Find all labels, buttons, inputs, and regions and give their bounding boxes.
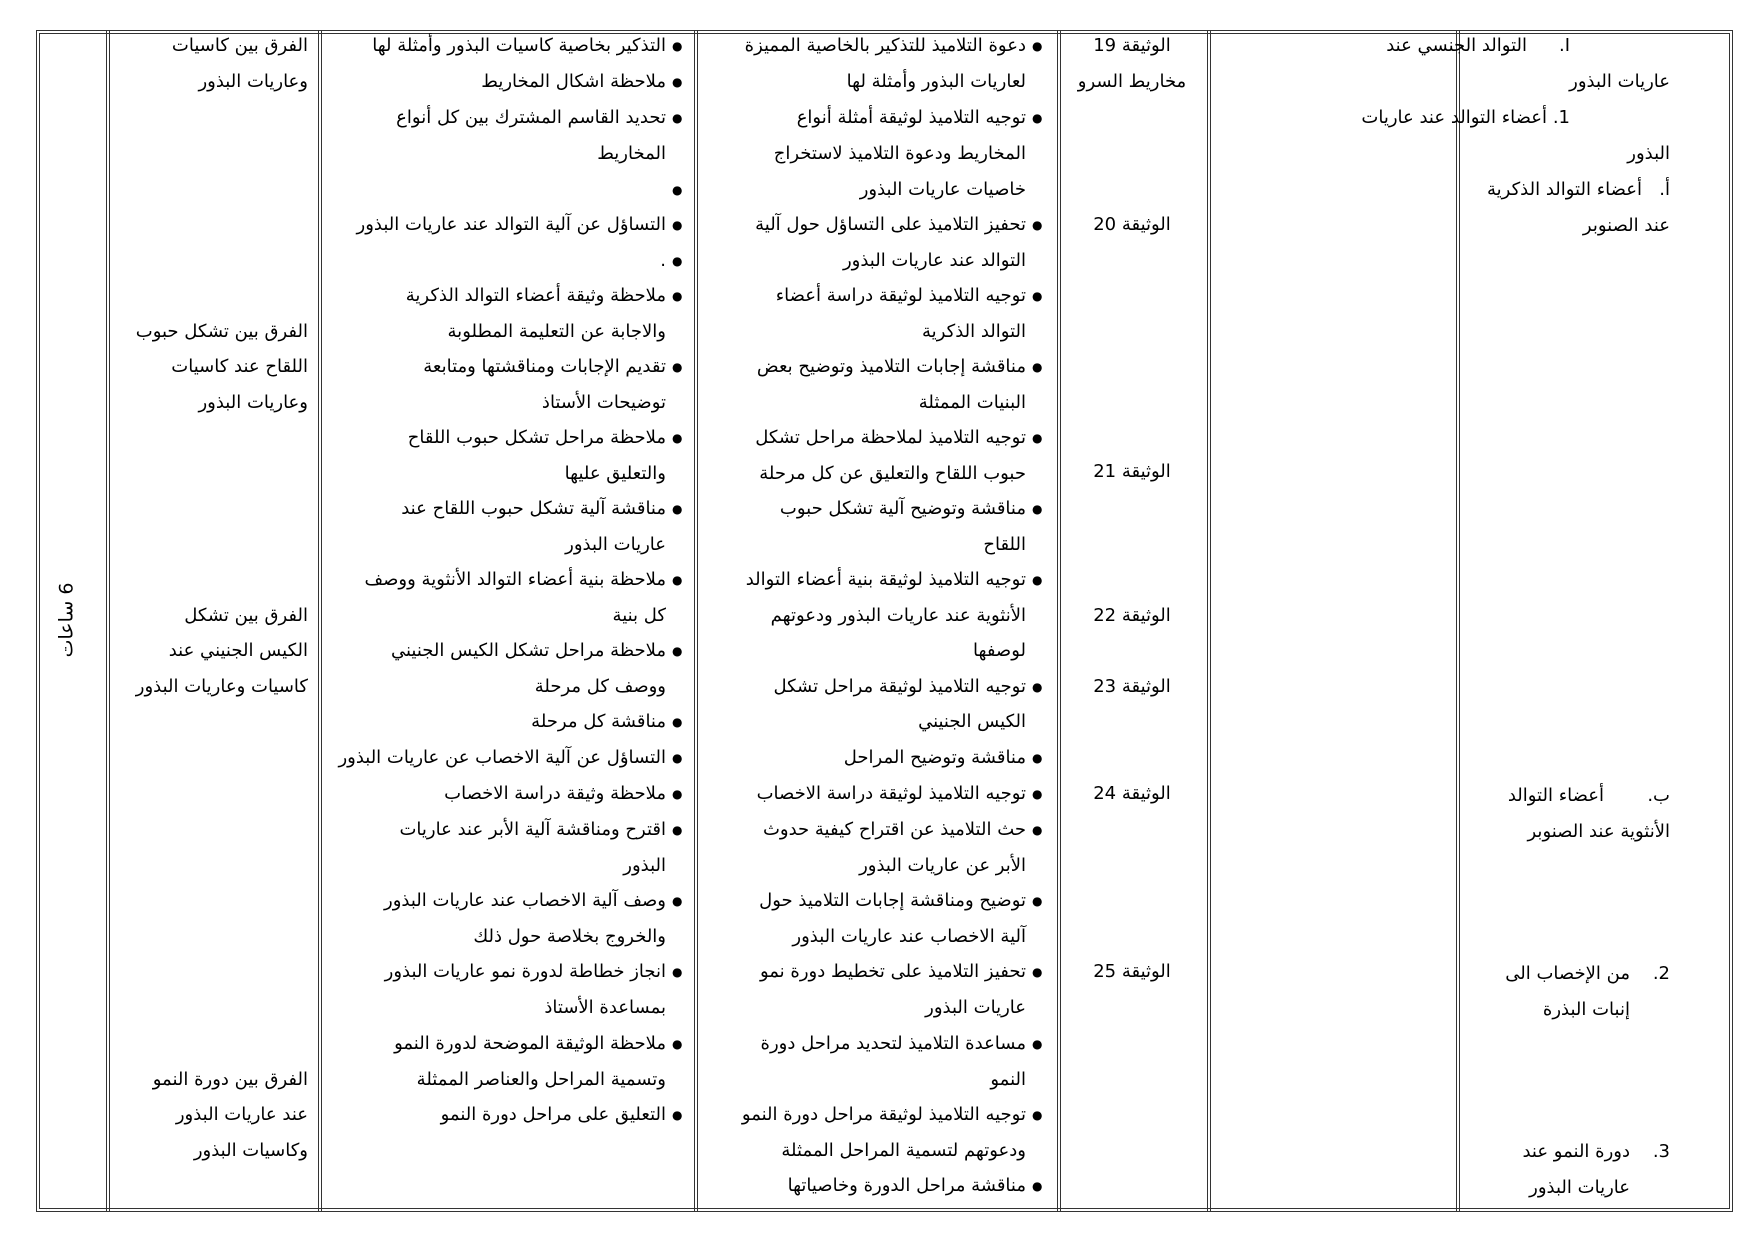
duration-text: 6 ساعات — [55, 582, 78, 658]
student-line: ملاحظة وثيقة أعضاء التوالد الذكرية — [405, 285, 666, 306]
document-ref: مخاريط السرو — [1077, 71, 1187, 92]
bullet: ● — [1032, 431, 1043, 445]
comparison-line: الفرق بين دورة النمو — [152, 1069, 308, 1090]
numbering-2: 2. — [1652, 963, 1670, 984]
column-divider — [694, 30, 698, 1212]
teacher-line: الأنثوية عند عاريات البذور ودعوتهم — [770, 605, 1026, 626]
numbering-3: 3. — [1652, 1141, 1670, 1162]
teacher-line: مناقشة مراحل الدورة وخاصياتها — [787, 1175, 1026, 1196]
student-line: التساؤل عن آلية التوالد عند عاريات البذور — [356, 214, 666, 235]
document-ref: الوثيقة 20 — [1093, 214, 1171, 235]
content-line: عاريات البذور — [1569, 71, 1670, 92]
content-line: عاريات البذور — [1529, 1177, 1630, 1198]
comparison-line: وكاسيات البذور — [193, 1140, 308, 1161]
teacher-line: مساعدة التلاميذ لتحديد مراحل دورة — [760, 1033, 1026, 1054]
document-ref: الوثيقة 21 — [1093, 461, 1171, 482]
teacher-line: توجيه التلاميذ لملاحظة مراحل تشكل — [755, 427, 1026, 448]
teacher-line: توجيه التلاميذ لوثيقة أمثلة أنواع — [796, 107, 1026, 128]
document-ref: الوثيقة 23 — [1093, 676, 1171, 697]
teacher-line: الكيس الجنيني — [918, 711, 1026, 732]
bullet: ● — [672, 573, 683, 587]
bullet: ● — [1032, 502, 1043, 516]
student-line: اقترح ومناقشة آلية الأبر عند عاريات — [399, 819, 666, 840]
comparison-line: الفرق بين كاسيات — [171, 35, 308, 56]
student-line: تقديم الإجابات ومناقشتها ومتابعة — [423, 356, 666, 377]
bullet: ● — [1032, 1108, 1043, 1122]
teacher-line: النمو — [990, 1069, 1026, 1090]
column-divider — [106, 30, 110, 1212]
teacher-line: توجيه التلاميذ لوثيقة دراسة الاخصاب — [756, 783, 1026, 804]
teacher-line: التوالد عند عاريات البذور — [842, 250, 1026, 271]
teacher-line: توجيه التلاميذ لوثيقة مراحل دورة النمو — [741, 1104, 1026, 1125]
bullet: ● — [1032, 823, 1043, 837]
teacher-line: مناقشة وتوضيح المراحل — [843, 747, 1026, 768]
student-line: ملاحظة مراحل تشكل الكيس الجنيني — [391, 640, 666, 661]
comparison-line: وعاريات البذور — [198, 392, 308, 413]
teacher-line: عاريات البذور — [925, 997, 1026, 1018]
content-line: البذور — [1627, 143, 1670, 164]
student-line: والتعليق عليها — [564, 463, 666, 484]
teacher-line: التوالد الذكرية — [922, 321, 1026, 342]
bullet: ● — [672, 75, 683, 89]
comparison-line: عند عاريات البذور — [175, 1104, 308, 1125]
bullet: ● — [1032, 1037, 1043, 1051]
student-line: ملاحظة وثيقة دراسة الاخصاب — [444, 783, 666, 804]
student-line: البذور — [623, 855, 666, 876]
student-line: والخروج بخلاصة حول ذلك — [473, 926, 666, 947]
teacher-line: لوصفها — [973, 640, 1026, 661]
bullet: ● — [1032, 751, 1043, 765]
student-line: ملاحظة اشكال المخاريط — [481, 71, 666, 92]
document-ref: الوثيقة 25 — [1093, 961, 1171, 982]
student-line: بمساعدة الأستاذ — [544, 997, 666, 1018]
bullet: ● — [672, 1037, 683, 1051]
bullet: ● — [672, 644, 683, 658]
numbering-1: 1. — [1552, 107, 1570, 128]
bullet: ● — [672, 360, 683, 374]
student-line: وتسمية المراحل والعناصر الممثلة — [416, 1069, 666, 1090]
teacher-line: الأبر عن عاريات البذور — [859, 855, 1026, 876]
student-line: تحديد القاسم المشترك بين كل أنواع — [396, 107, 666, 128]
bullet: ● — [1032, 787, 1043, 801]
document-ref: الوثيقة 19 — [1093, 35, 1171, 56]
bullet: ● — [1032, 289, 1043, 303]
student-line: وصف آلية الاخصاب عند عاريات البذور — [384, 890, 666, 911]
content-line: أعضاء التوالد — [1507, 785, 1604, 806]
content-line: من الإخصاب الى — [1505, 963, 1630, 984]
content-line: أعضاء التوالد الذكرية — [1487, 179, 1642, 200]
bullet: ● — [1032, 894, 1043, 908]
bullet: ● — [672, 715, 683, 729]
teacher-line: المخاريط ودعوة التلاميذ لاستخراج — [773, 143, 1026, 164]
document-ref: الوثيقة 24 — [1093, 783, 1171, 804]
bullet: ● — [1032, 573, 1043, 587]
bullet: ● — [672, 823, 683, 837]
student-line: كل بنية — [612, 605, 666, 626]
student-line: ملاحظة مراحل تشكل حبوب اللقاح — [407, 427, 666, 448]
student-line: ملاحظة الوثيقة الموضحة لدورة النمو — [394, 1033, 666, 1054]
student-line: انجاز خطاطة لدورة نمو عاريات البذور — [384, 961, 666, 982]
numbering-b: ب. — [1647, 785, 1670, 806]
content-line: أعضاء التوالد عند عاريات — [1361, 107, 1547, 128]
student-line: توضيحات الأستاذ — [541, 392, 666, 413]
bullet: ● — [1032, 218, 1043, 232]
teacher-line: خاصيات عاريات البذور — [859, 179, 1026, 200]
duration-cell — [46, 540, 86, 700]
content-line: التوالد الجنسي عند — [1386, 35, 1527, 56]
bullet: ● — [672, 787, 683, 801]
bullet: ● — [1032, 360, 1043, 374]
student-line: مناقشة آلية تشكل حبوب اللقاح عند — [401, 498, 666, 519]
bullet: ● — [672, 218, 683, 232]
bullet: ● — [672, 894, 683, 908]
bullet: ● — [672, 1108, 683, 1122]
bullet: ● — [1032, 39, 1043, 53]
student-line: ووصف كل مرحلة — [534, 676, 666, 697]
student-line: . — [660, 250, 666, 271]
comparison-line: الفرق بين تشكل — [184, 605, 308, 626]
teacher-line: حث التلاميذ عن اقتراح كيفية حدوث — [762, 819, 1026, 840]
bullet: ● — [1032, 680, 1043, 694]
bullet: ● — [1032, 1179, 1043, 1193]
bullet: ● — [672, 111, 683, 125]
teacher-line: ودعوتهم لتسمية المراحل الممثلة — [781, 1140, 1026, 1161]
teacher-line: توجيه التلاميذ لوثيقة دراسة أعضاء — [775, 285, 1026, 306]
student-line: التعليق على مراحل دورة النمو — [440, 1104, 666, 1125]
bullet: ● — [672, 751, 683, 765]
document-ref: الوثيقة 22 — [1093, 605, 1171, 626]
content-line: إنبات البذرة — [1542, 999, 1630, 1020]
teacher-line: البنيات الممثلة — [918, 392, 1026, 413]
bullet: ● — [672, 39, 683, 53]
teacher-line: آلية الاخصاب عند عاريات البذور — [792, 926, 1026, 947]
bullet: ● — [672, 183, 683, 197]
teacher-line: مناقشة وتوضيح آلية تشكل حبوب — [779, 498, 1026, 519]
column-divider — [1456, 30, 1460, 1212]
student-line: التساؤل عن آلية الاخصاب عن عاريات البذور — [338, 747, 666, 768]
student-line: التذكير بخاصية كاسيات البذور وأمثلة لها — [372, 35, 666, 56]
teacher-line: مناقشة إجابات التلاميذ وتوضيح بعض — [756, 356, 1026, 377]
student-line: مناقشة كل مرحلة — [531, 711, 666, 732]
comparison-line: وعاريات البذور — [198, 71, 308, 92]
teacher-line: تحفيز التلاميذ على تخطيط دورة نمو — [759, 961, 1026, 982]
teacher-line: توضيح ومناقشة إجابات التلاميذ حول — [759, 890, 1026, 911]
column-divider — [1207, 30, 1211, 1212]
teacher-line: حبوب اللقاح والتعليق عن كل مرحلة — [759, 463, 1026, 484]
bullet: ● — [672, 289, 683, 303]
teacher-line: اللقاح — [983, 534, 1026, 555]
content-line: الأنثوية عند الصنوبر — [1527, 821, 1670, 842]
numbering-roman: I. — [1558, 35, 1570, 56]
teacher-line: توجيه التلاميذ لوثيقة مراحل تشكل — [773, 676, 1026, 697]
bullet: ● — [672, 502, 683, 516]
student-line: المخاريط — [597, 143, 666, 164]
teacher-line: دعوة التلاميذ للتذكير بالخاصية المميزة — [744, 35, 1026, 56]
comparison-line: الفرق بين تشكل حبوب — [135, 321, 308, 342]
student-line: ملاحظة بنية أعضاء التوالد الأنثوية ووصف — [364, 569, 666, 590]
content-line: دورة النمو عند — [1522, 1141, 1630, 1162]
comparison-line: اللقاح عند كاسيات — [171, 356, 308, 377]
student-line: والاجابة عن التعليمة المطلوبة — [447, 321, 666, 342]
numbering-a: أ. — [1659, 179, 1670, 200]
bullet: ● — [1032, 965, 1043, 979]
teacher-line: لعاريات البذور وأمثلة لها — [846, 71, 1026, 92]
comparison-line: الكيس الجنيني عند — [168, 640, 308, 661]
bullet: ● — [672, 254, 683, 268]
teacher-line: توجيه التلاميذ لوثيقة بنية أعضاء التوالد — [745, 569, 1026, 590]
column-divider — [318, 30, 322, 1212]
bullet: ● — [672, 431, 683, 445]
bullet: ● — [672, 965, 683, 979]
student-line: عاريات البذور — [565, 534, 666, 555]
comparison-line: كاسيات وعاريات البذور — [135, 676, 308, 697]
bullet: ● — [1032, 111, 1043, 125]
teacher-line: تحفيز التلاميذ على التساؤل حول آلية — [755, 214, 1026, 235]
content-line: عند الصنوبر — [1582, 215, 1670, 236]
